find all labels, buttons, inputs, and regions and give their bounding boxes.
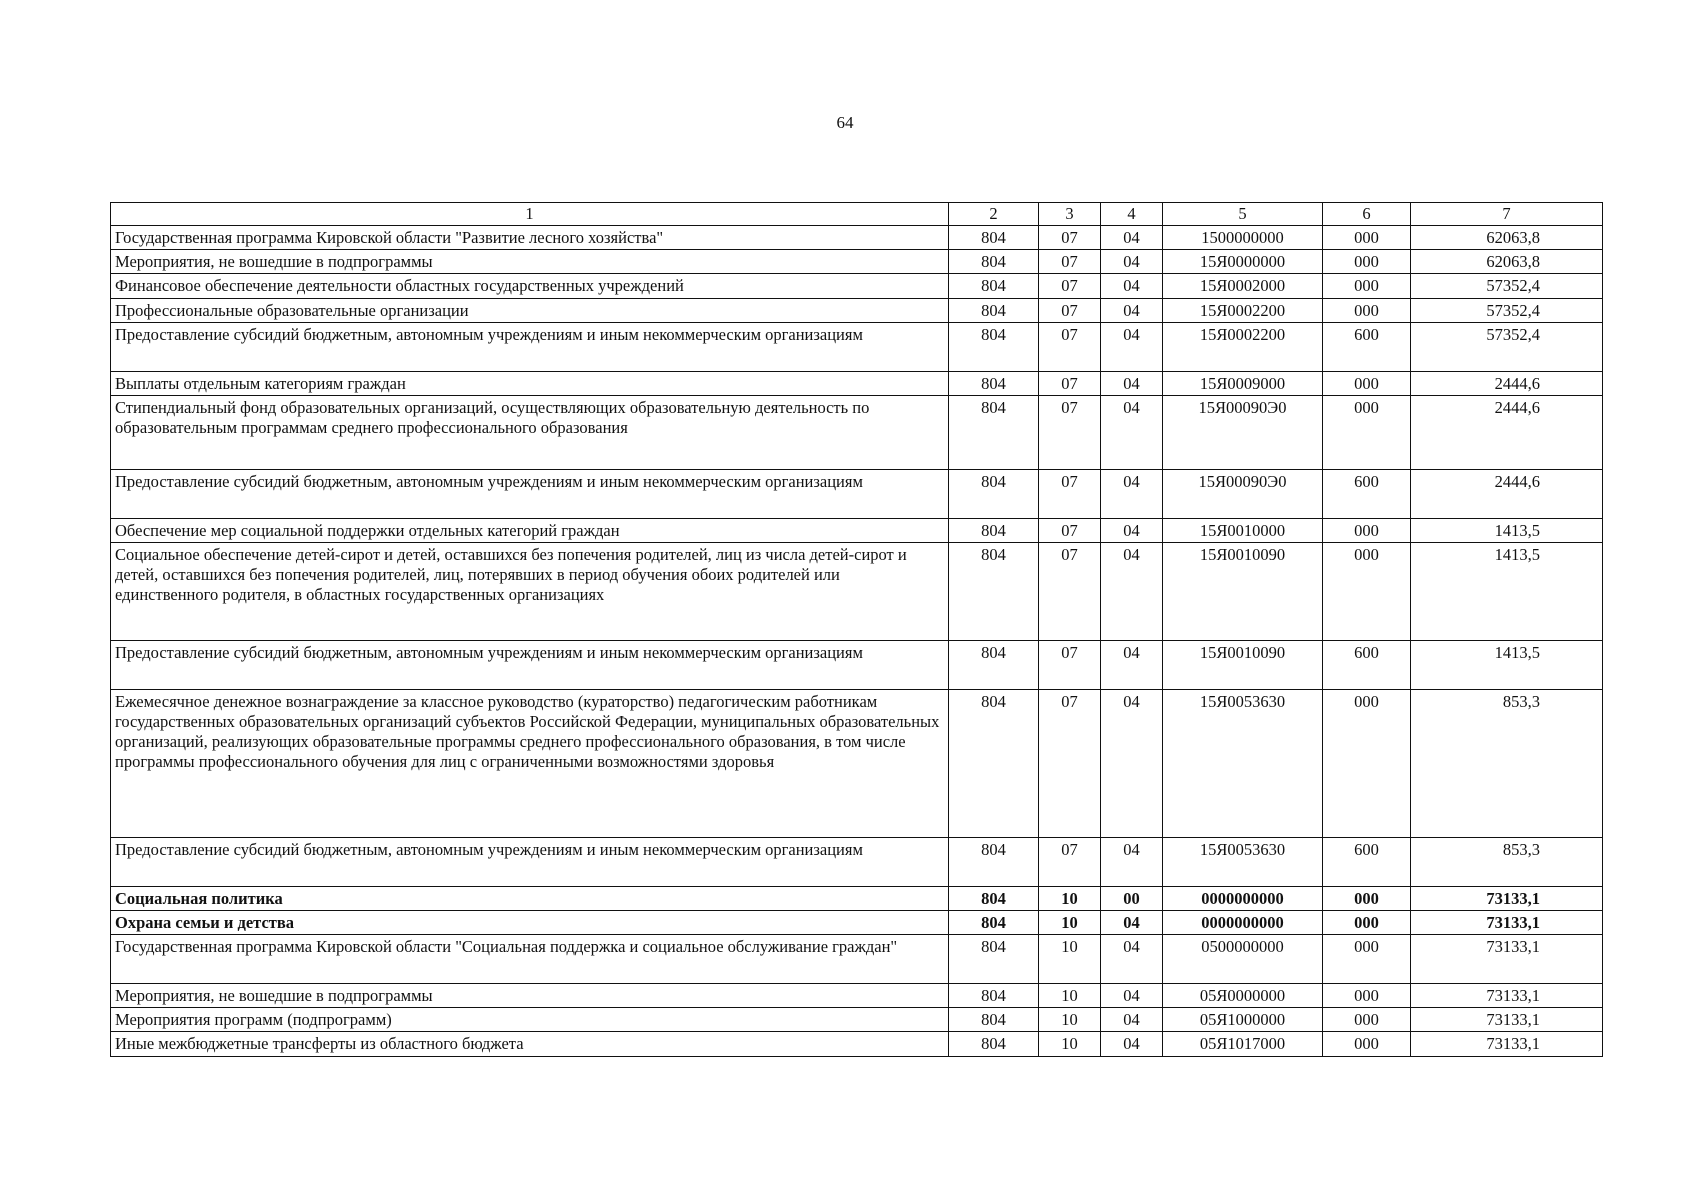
row-section-cell: 07: [1039, 837, 1101, 886]
row-amount-cell: 853,3: [1411, 837, 1603, 886]
row-admin-code-cell: 804: [949, 689, 1039, 837]
row-section-cell: 07: [1039, 322, 1101, 371]
row-section-cell: 10: [1039, 935, 1101, 984]
row-section-cell: 07: [1039, 518, 1101, 542]
row-section-cell: 07: [1039, 371, 1101, 395]
row-subsection-cell: 04: [1101, 298, 1163, 322]
row-subsection-cell: 04: [1101, 226, 1163, 250]
page-number: 64: [836, 113, 854, 132]
row-section-cell: 07: [1039, 640, 1101, 689]
table-row: [111, 298, 1603, 322]
row-expense-type-cell: 000: [1323, 1008, 1411, 1032]
budget-table: [110, 202, 1603, 1057]
row-subsection-cell: 04: [1101, 1008, 1163, 1032]
row-target-article-cell: 0000000000: [1163, 911, 1323, 935]
row-amount-cell: 57352,4: [1411, 274, 1603, 298]
row-name-cell: Предоставление субсидий бюджетным, автономным учреждениям и иным некоммерческим организациям: [111, 837, 949, 886]
row-amount-cell: 2444,6: [1411, 371, 1603, 395]
row-target-article-cell: 1500000000: [1163, 226, 1323, 250]
table-row: [111, 542, 1603, 640]
header-cell: 1: [111, 203, 949, 226]
row-admin-code-cell: 804: [949, 1032, 1039, 1056]
row-name-cell: Мероприятия программ (подпрограмм): [111, 1008, 949, 1032]
row-name-cell: Обеспечение мер социальной поддержки отдельных категорий граждан: [111, 518, 949, 542]
row-admin-code-cell: 804: [949, 322, 1039, 371]
row-admin-code-cell: 804: [949, 984, 1039, 1008]
row-section-cell: 07: [1039, 226, 1101, 250]
row-amount-cell: 1413,5: [1411, 542, 1603, 640]
row-amount-cell: 2444,6: [1411, 395, 1603, 469]
row-expense-type-cell: 000: [1323, 1032, 1411, 1056]
row-name-cell: Мероприятия, не вошедшие в подпрограммы: [111, 250, 949, 274]
row-target-article-cell: 15Я0009000: [1163, 371, 1323, 395]
row-target-article-cell: 0500000000: [1163, 935, 1323, 984]
row-name-cell: Предоставление субсидий бюджетным, автономным учреждениям и иным некоммерческим организациям: [111, 469, 949, 518]
row-admin-code-cell: 804: [949, 1008, 1039, 1032]
row-target-article-cell: 05Я1017000: [1163, 1032, 1323, 1056]
row-subsection-cell: 04: [1101, 689, 1163, 837]
row-target-article-cell: 15Я0053630: [1163, 689, 1323, 837]
row-admin-code-cell: 804: [949, 274, 1039, 298]
row-subsection-cell: 04: [1101, 371, 1163, 395]
row-name-cell: Финансовое обеспечение деятельности областных государственных учреждений: [111, 274, 949, 298]
row-target-article-cell: 05Я0000000: [1163, 984, 1323, 1008]
row-expense-type-cell: 000: [1323, 911, 1411, 935]
row-subsection-cell: 04: [1101, 935, 1163, 984]
row-section-cell: 07: [1039, 298, 1101, 322]
row-amount-cell: 73133,1: [1411, 911, 1603, 935]
row-section-cell: 10: [1039, 1032, 1101, 1056]
table-row: [111, 395, 1603, 469]
row-name-cell: Предоставление субсидий бюджетным, автономным учреждениям и иным некоммерческим организациям: [111, 322, 949, 371]
row-amount-cell: 1413,5: [1411, 518, 1603, 542]
table-row: [111, 640, 1603, 689]
header-cell: 5: [1163, 203, 1323, 226]
row-admin-code-cell: 804: [949, 640, 1039, 689]
row-expense-type-cell: 000: [1323, 298, 1411, 322]
table-row: [111, 322, 1603, 371]
header-cell: 3: [1039, 203, 1101, 226]
header-cell: 7: [1411, 203, 1603, 226]
table-row: [111, 518, 1603, 542]
row-target-article-cell: 15Я0053630: [1163, 837, 1323, 886]
row-section-cell: 07: [1039, 542, 1101, 640]
row-admin-code-cell: 804: [949, 886, 1039, 910]
table-row: [111, 371, 1603, 395]
row-target-article-cell: 15Я0010090: [1163, 542, 1323, 640]
table-row: [111, 911, 1603, 935]
table-row: [111, 274, 1603, 298]
row-expense-type-cell: 000: [1323, 935, 1411, 984]
table-row: [111, 1032, 1603, 1056]
row-expense-type-cell: 000: [1323, 395, 1411, 469]
row-subsection-cell: 04: [1101, 395, 1163, 469]
row-section-cell: 10: [1039, 1008, 1101, 1032]
row-expense-type-cell: 600: [1323, 322, 1411, 371]
row-target-article-cell: 15Я0010090: [1163, 640, 1323, 689]
header-cell: 2: [949, 203, 1039, 226]
row-amount-cell: 1413,5: [1411, 640, 1603, 689]
row-name-cell: Социальное обеспечение детей-сирот и детей, оставшихся без попечения родителей, лиц из числа детей-сирот и детей, оставшихся без попечения родителей, лиц, потерявших в период обучения обоих родителей или единственного родителя, в областных государственных организациях: [111, 542, 949, 640]
table-row: [111, 1008, 1603, 1032]
row-subsection-cell: 04: [1101, 984, 1163, 1008]
row-name-cell: Социальная политика: [111, 886, 949, 910]
row-amount-cell: 73133,1: [1411, 984, 1603, 1008]
row-amount-cell: 2444,6: [1411, 469, 1603, 518]
row-section-cell: 07: [1039, 689, 1101, 837]
table-row: [111, 250, 1603, 274]
row-subsection-cell: 04: [1101, 911, 1163, 935]
row-expense-type-cell: 000: [1323, 984, 1411, 1008]
row-admin-code-cell: 804: [949, 250, 1039, 274]
row-expense-type-cell: 000: [1323, 371, 1411, 395]
row-name-cell: Стипендиальный фонд образовательных организаций, осуществляющих образовательную деятельность по образовательным программам среднего профессионального образования: [111, 395, 949, 469]
row-target-article-cell: 15Я0010000: [1163, 518, 1323, 542]
row-admin-code-cell: 804: [949, 911, 1039, 935]
row-expense-type-cell: 000: [1323, 274, 1411, 298]
table-row: [111, 837, 1603, 886]
row-amount-cell: 73133,1: [1411, 1032, 1603, 1056]
row-name-cell: Предоставление субсидий бюджетным, автономным учреждениям и иным некоммерческим организациям: [111, 640, 949, 689]
row-subsection-cell: 04: [1101, 250, 1163, 274]
row-name-cell: Государственная программа Кировской области "Социальная поддержка и социальное обслуживание граждан": [111, 935, 949, 984]
row-admin-code-cell: 804: [949, 298, 1039, 322]
row-name-cell: Выплаты отдельным категориям граждан: [111, 371, 949, 395]
row-amount-cell: 853,3: [1411, 689, 1603, 837]
row-admin-code-cell: 804: [949, 837, 1039, 886]
row-admin-code-cell: 804: [949, 935, 1039, 984]
row-expense-type-cell: 600: [1323, 837, 1411, 886]
row-name-cell: Мероприятия, не вошедшие в подпрограммы: [111, 984, 949, 1008]
row-amount-cell: 57352,4: [1411, 322, 1603, 371]
row-name-cell: Охрана семьи и детства: [111, 911, 949, 935]
row-target-article-cell: 15Я0002000: [1163, 274, 1323, 298]
header-row: [111, 203, 1603, 226]
row-amount-cell: 62063,8: [1411, 226, 1603, 250]
row-amount-cell: 57352,4: [1411, 298, 1603, 322]
row-expense-type-cell: 000: [1323, 689, 1411, 837]
row-subsection-cell: 04: [1101, 469, 1163, 518]
table-row: [111, 886, 1603, 910]
row-name-cell: Государственная программа Кировской области "Развитие лесного хозяйства": [111, 226, 949, 250]
header-cell: 4: [1101, 203, 1163, 226]
row-expense-type-cell: 000: [1323, 226, 1411, 250]
row-name-cell: Профессиональные образовательные организации: [111, 298, 949, 322]
header-cell: 6: [1323, 203, 1411, 226]
row-expense-type-cell: 000: [1323, 518, 1411, 542]
row-name-cell: Ежемесячное денежное вознаграждение за классное руководство (кураторство) педагогическим работникам государственных образовательных организаций субъектов Российской Федерации, муниципальных образовательных организаций, реализующих образовательные программы среднего профессионального образования, в том числе программы профессионального обучения для лиц с ограниченными возможностями здоровья: [111, 689, 949, 837]
row-target-article-cell: 15Я0000000: [1163, 250, 1323, 274]
row-section-cell: 07: [1039, 395, 1101, 469]
row-expense-type-cell: 000: [1323, 886, 1411, 910]
row-subsection-cell: 04: [1101, 1032, 1163, 1056]
table-row: [111, 689, 1603, 837]
row-section-cell: 07: [1039, 250, 1101, 274]
table-row: [111, 935, 1603, 984]
row-section-cell: 10: [1039, 984, 1101, 1008]
row-subsection-cell: 04: [1101, 322, 1163, 371]
row-amount-cell: 73133,1: [1411, 886, 1603, 910]
row-expense-type-cell: 600: [1323, 640, 1411, 689]
table-row: [111, 469, 1603, 518]
row-target-article-cell: 15Я0002200: [1163, 298, 1323, 322]
row-expense-type-cell: 600: [1323, 469, 1411, 518]
row-expense-type-cell: 000: [1323, 542, 1411, 640]
row-admin-code-cell: 804: [949, 226, 1039, 250]
row-target-article-cell: 0000000000: [1163, 886, 1323, 910]
row-subsection-cell: 04: [1101, 542, 1163, 640]
row-subsection-cell: 04: [1101, 837, 1163, 886]
row-amount-cell: 62063,8: [1411, 250, 1603, 274]
row-admin-code-cell: 804: [949, 542, 1039, 640]
row-subsection-cell: 04: [1101, 640, 1163, 689]
row-target-article-cell: 15Я0002200: [1163, 322, 1323, 371]
row-admin-code-cell: 804: [949, 395, 1039, 469]
row-amount-cell: 73133,1: [1411, 935, 1603, 984]
row-subsection-cell: 00: [1101, 886, 1163, 910]
row-amount-cell: 73133,1: [1411, 1008, 1603, 1032]
row-expense-type-cell: 000: [1323, 250, 1411, 274]
row-admin-code-cell: 804: [949, 371, 1039, 395]
row-admin-code-cell: 804: [949, 469, 1039, 518]
row-name-cell: Иные межбюджетные трансферты из областного бюджета: [111, 1032, 949, 1056]
table-row: [111, 984, 1603, 1008]
row-section-cell: 07: [1039, 469, 1101, 518]
row-subsection-cell: 04: [1101, 274, 1163, 298]
row-section-cell: 10: [1039, 886, 1101, 910]
row-subsection-cell: 04: [1101, 518, 1163, 542]
row-target-article-cell: 15Я00090Э0: [1163, 395, 1323, 469]
row-target-article-cell: 05Я1000000: [1163, 1008, 1323, 1032]
row-section-cell: 10: [1039, 911, 1101, 935]
table-row: [111, 226, 1603, 250]
row-target-article-cell: 15Я00090Э0: [1163, 469, 1323, 518]
row-admin-code-cell: 804: [949, 518, 1039, 542]
row-section-cell: 07: [1039, 274, 1101, 298]
